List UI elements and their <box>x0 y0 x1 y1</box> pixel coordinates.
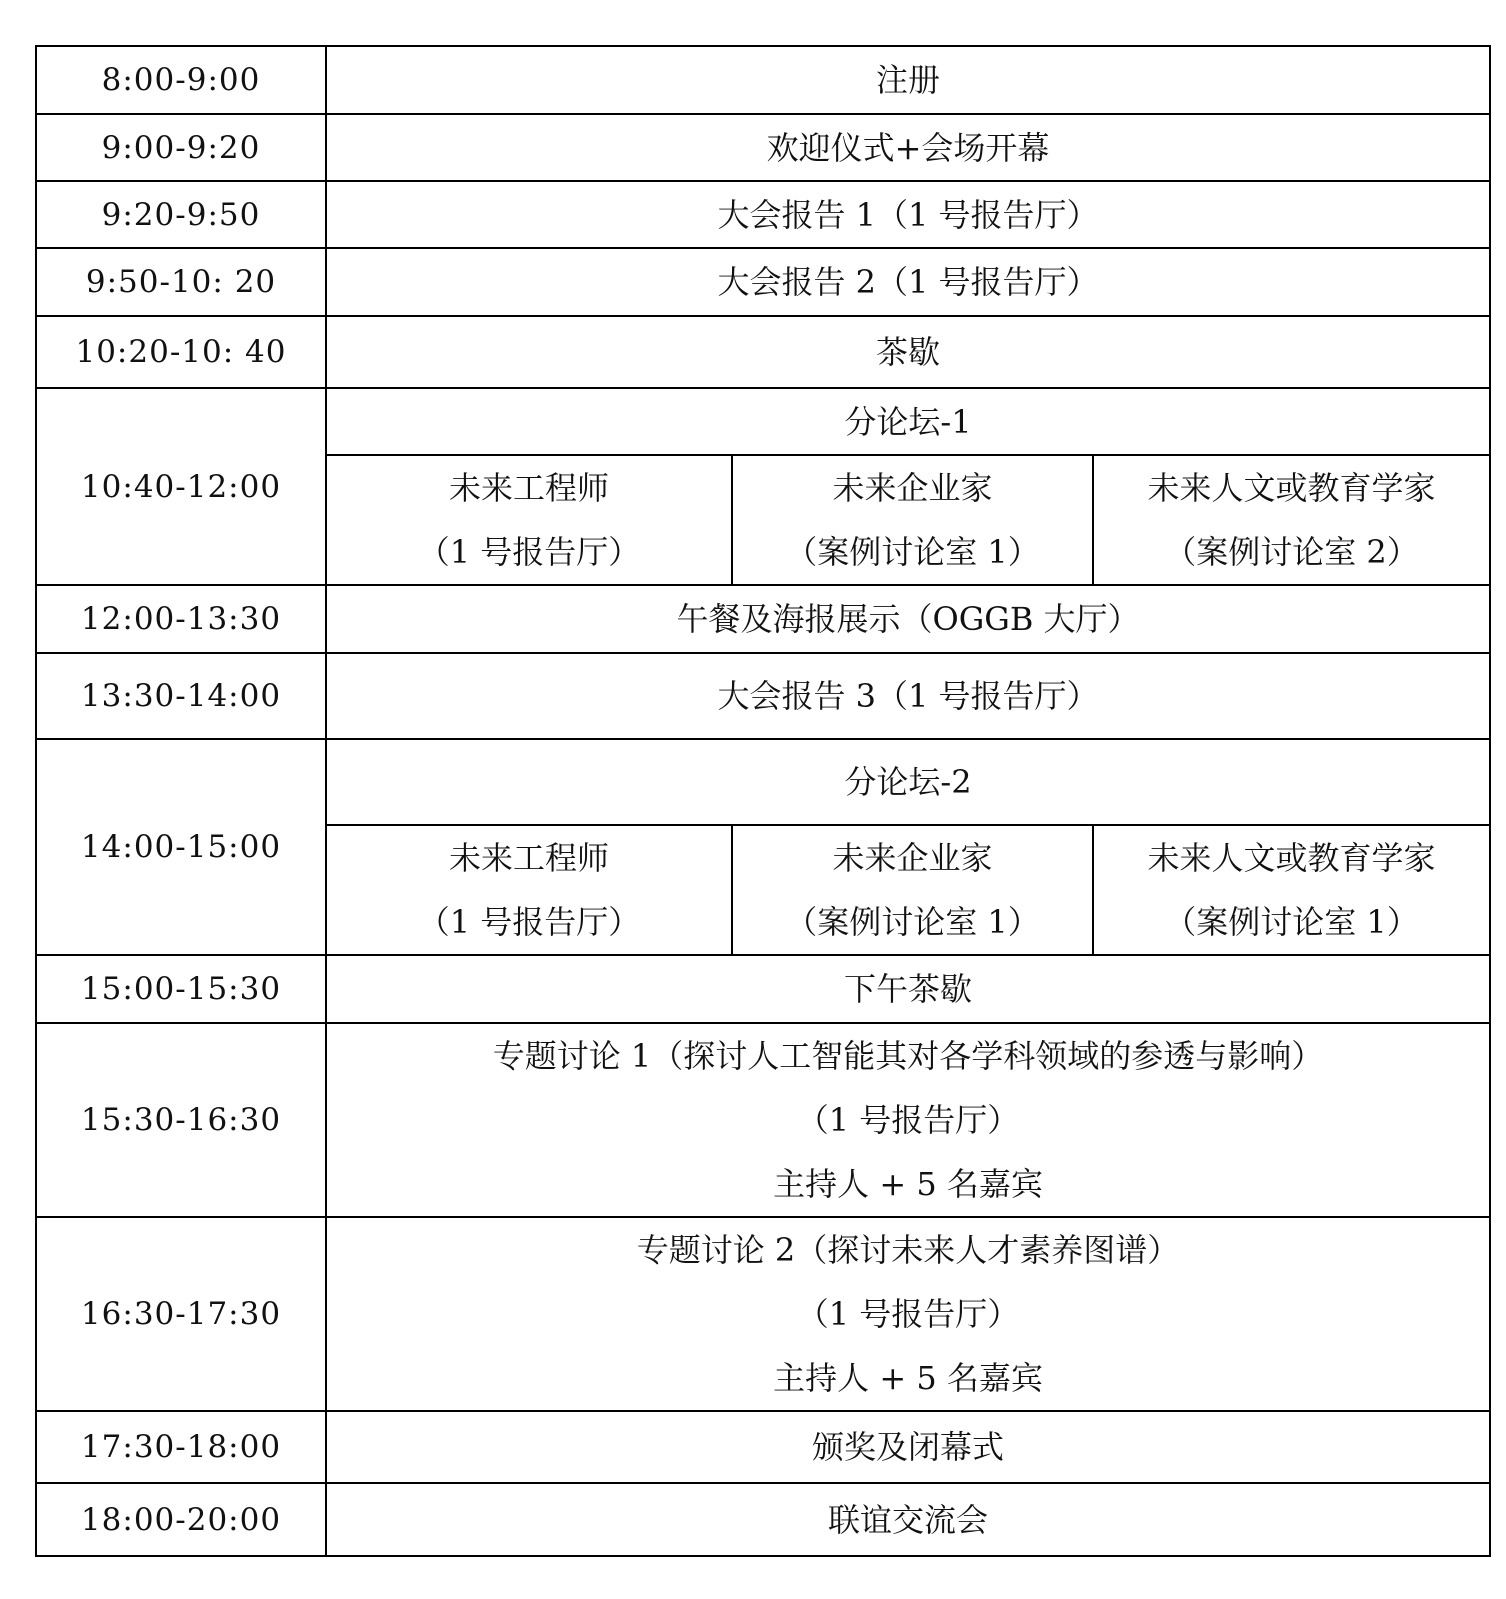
track-cell-engineer <box>326 455 732 585</box>
time-cell: 9:20-9:50 <box>36 181 326 248</box>
panel-title: 专题讨论 2（探讨未来人才素养图谱） <box>636 1231 1180 1269</box>
panel-room: （1 号报告厅） <box>796 1295 1020 1333</box>
track-name: 未来人文或教育学家 <box>1147 839 1436 877</box>
schedule-row-panel-1 <box>36 1023 1490 1217</box>
track-room: （案例讨论室 1） <box>1164 903 1419 941</box>
forum-title-cell: 分论坛-2 <box>326 739 1490 825</box>
track-cell-entrepreneur <box>732 825 1093 955</box>
track-cell-engineer <box>326 825 732 955</box>
track-name: 未来企业家 <box>832 469 993 507</box>
schedule-row-keynote-2 <box>36 248 1490 316</box>
schedule-table <box>35 45 1491 1557</box>
panel-speakers: 主持人 + 5 名嘉宾 <box>773 1359 1043 1397</box>
time-cell: 14:00-15:00 <box>36 739 326 955</box>
schedule-row-afternoon-tea <box>36 955 1490 1023</box>
track-cell-humanities <box>1093 455 1490 585</box>
event-cell: 联谊交流会 <box>326 1483 1490 1556</box>
time-cell: 10:40-12:00 <box>36 388 326 585</box>
panel-cell <box>326 1217 1490 1411</box>
time-cell: 16:30-17:30 <box>36 1217 326 1411</box>
event-cell: 下午茶歇 <box>326 955 1490 1023</box>
time-cell: 13:30-14:00 <box>36 653 326 739</box>
time-cell: 9:00-9:20 <box>36 114 326 181</box>
schedule-row-forum-2-title <box>36 739 1490 825</box>
track-room: （案例讨论室 1） <box>785 903 1040 941</box>
time-cell: 18:00-20:00 <box>36 1483 326 1556</box>
schedule-row-networking <box>36 1483 1490 1556</box>
schedule-row-keynote-3 <box>36 653 1490 739</box>
event-cell: 茶歇 <box>326 316 1490 388</box>
schedule-row-registration <box>36 46 1490 114</box>
time-cell: 10:20-10: 40 <box>36 316 326 388</box>
time-cell: 9:50-10: 20 <box>36 248 326 316</box>
event-cell: 颁奖及闭幕式 <box>326 1411 1490 1483</box>
forum-title-cell: 分论坛-1 <box>326 388 1490 455</box>
schedule-row-panel-2 <box>36 1217 1490 1411</box>
track-name: 未来工程师 <box>448 839 609 877</box>
panel-title: 专题讨论 1（探讨人工智能其对各学科领域的参透与影响） <box>492 1037 1324 1075</box>
schedule-row-forum-1-title <box>36 388 1490 455</box>
time-cell: 8:00-9:00 <box>36 46 326 114</box>
track-name: 未来企业家 <box>832 839 993 877</box>
track-name: 未来工程师 <box>448 469 609 507</box>
track-name: 未来人文或教育学家 <box>1147 469 1436 507</box>
time-cell: 12:00-13:30 <box>36 585 326 653</box>
track-room: （案例讨论室 1） <box>785 533 1040 571</box>
time-cell: 15:00-15:30 <box>36 955 326 1023</box>
panel-room: （1 号报告厅） <box>796 1101 1020 1139</box>
panel-cell <box>326 1023 1490 1217</box>
schedule-row-closing <box>36 1411 1490 1483</box>
event-cell: 大会报告 1（1 号报告厅） <box>326 181 1490 248</box>
event-cell: 注册 <box>326 46 1490 114</box>
event-cell: 午餐及海报展示（OGGB 大厅） <box>326 585 1490 653</box>
schedule-row-opening <box>36 114 1490 181</box>
event-cell: 大会报告 3（1 号报告厅） <box>326 653 1490 739</box>
track-cell-entrepreneur <box>732 455 1093 585</box>
schedule-row-lunch <box>36 585 1490 653</box>
track-room: （1 号报告厅） <box>417 903 641 941</box>
time-cell: 17:30-18:00 <box>36 1411 326 1483</box>
schedule-row-keynote-1 <box>36 181 1490 248</box>
time-cell: 15:30-16:30 <box>36 1023 326 1217</box>
track-cell-humanities <box>1093 825 1490 955</box>
schedule-row-tea-break <box>36 316 1490 388</box>
track-room: （案例讨论室 2） <box>1164 533 1419 571</box>
panel-speakers: 主持人 + 5 名嘉宾 <box>773 1165 1043 1203</box>
event-cell: 大会报告 2（1 号报告厅） <box>326 248 1490 316</box>
track-room: （1 号报告厅） <box>417 533 641 571</box>
event-cell: 欢迎仪式+会场开幕 <box>326 114 1490 181</box>
